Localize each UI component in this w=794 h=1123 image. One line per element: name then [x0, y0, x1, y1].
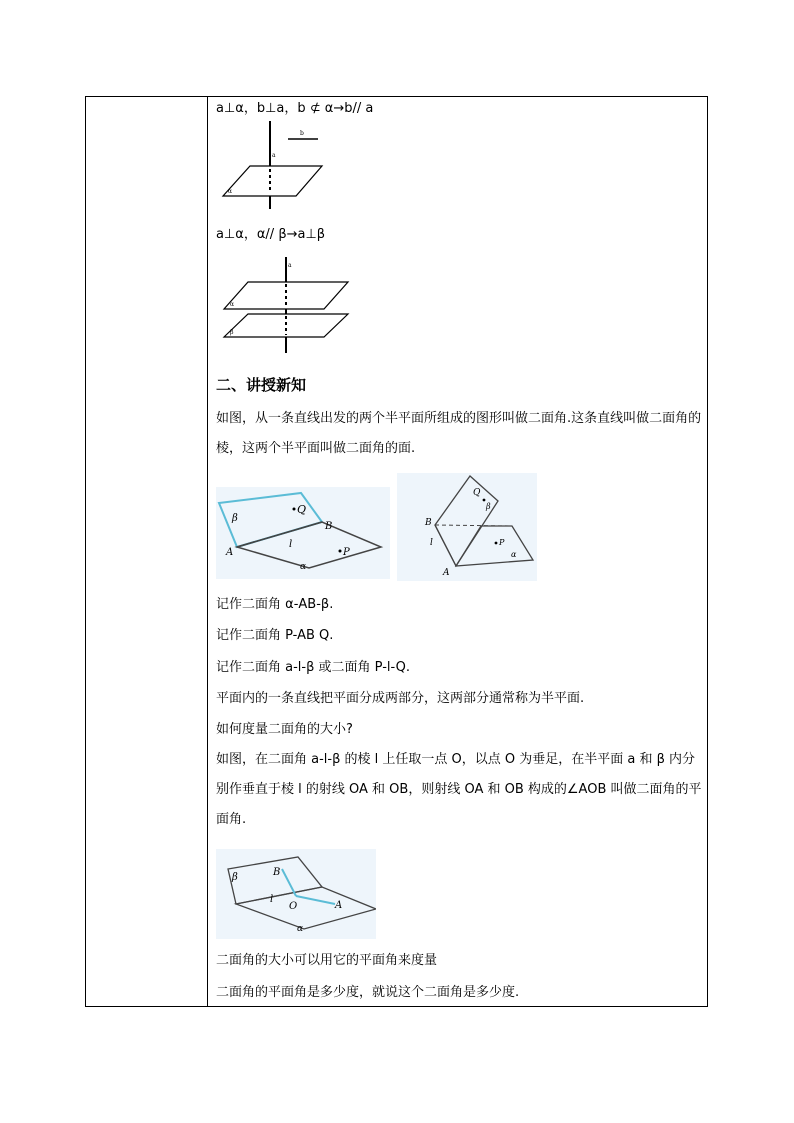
notation-3: 记作二面角 a-l-β 或二面角 P-l-Q. [216, 660, 411, 675]
fig3-label-B: B [325, 521, 333, 532]
fig3-label-P: P [343, 547, 350, 558]
figure-dihedral-angle-1 [216, 487, 390, 579]
fig3-label-beta: β [232, 513, 238, 524]
fig5-label-l: l [270, 894, 274, 905]
measure-text-1: 二面角的大小可以用它的平面角来度量 [216, 953, 438, 968]
fig4-label-alpha: α [511, 550, 517, 559]
fig2-label-alpha: α [230, 301, 235, 308]
property-2-text: a⊥α，α// β→a⊥β [216, 227, 326, 242]
fig4-label-beta: β [486, 502, 491, 511]
definition-paragraph: 如图，从一条直线出发的两个半平面所组成的图形叫做二面角.这条直线叫做二面角的棱，这两个半平面叫做二面角的面. [216, 411, 702, 456]
property-1-text: a⊥α，b⊥a，b ⊄ α→b// a [216, 101, 374, 116]
fig5-label-A: A [335, 900, 343, 911]
fig4-label-A: A [443, 568, 450, 578]
half-plane-text: 平面内的一条直线把平面分成两部分，这两部分通常称为半平面. [216, 691, 585, 706]
fig3-label-Q: Q [297, 503, 307, 516]
figure-plane-angle [216, 849, 376, 939]
fig1-label-b: b [300, 130, 304, 137]
fig5-label-alpha: α [297, 924, 304, 934]
fig2-label-a: a [288, 262, 292, 269]
fig1-label-a: a [272, 152, 276, 159]
question-text: 如何度量二面角的大小? [216, 722, 353, 737]
figure-perpendicular-line [220, 119, 330, 211]
fig3-label-A: A [226, 547, 234, 558]
fig5-label-O: O [289, 901, 298, 912]
fig4-label-Q: Q [473, 488, 481, 498]
plane-angle-paragraph: 如图，在二面角 a-l-β 的棱 l 上任取一点 O，以点 O 为垂足，在半平面 a 和 β 内分别作垂直于棱 l 的射线 OA 和 OB，则射线 OA 和 OB 构成的∠AOB 叫做二面角的平面角. [216, 752, 702, 827]
figure-dihedral-angle-2 [397, 473, 537, 581]
fig4-label-l: l [430, 538, 433, 548]
fig3-label-alpha: α [300, 562, 307, 572]
fig4-label-B: B [425, 518, 432, 528]
figure-parallel-planes [220, 255, 352, 355]
measure-text-2: 二面角的平面角是多少度，就说这个二面角是多少度. [216, 985, 520, 1000]
fig5-label-beta: β [232, 872, 238, 883]
fig1-label-alpha: α [228, 188, 233, 195]
lesson-table [85, 96, 708, 1007]
fig2-label-beta: β [230, 329, 234, 336]
fig3-label-l: l [289, 539, 293, 550]
fig4-label-P: P [499, 538, 505, 547]
fig5-label-B: B [273, 867, 281, 878]
notation-1: 记作二面角 α-AB-β. [216, 597, 334, 612]
notation-2: 记作二面角 P-AB Q. [216, 628, 334, 643]
section-heading: 二、讲授新知 [216, 376, 307, 394]
column-divider [207, 97, 208, 1006]
